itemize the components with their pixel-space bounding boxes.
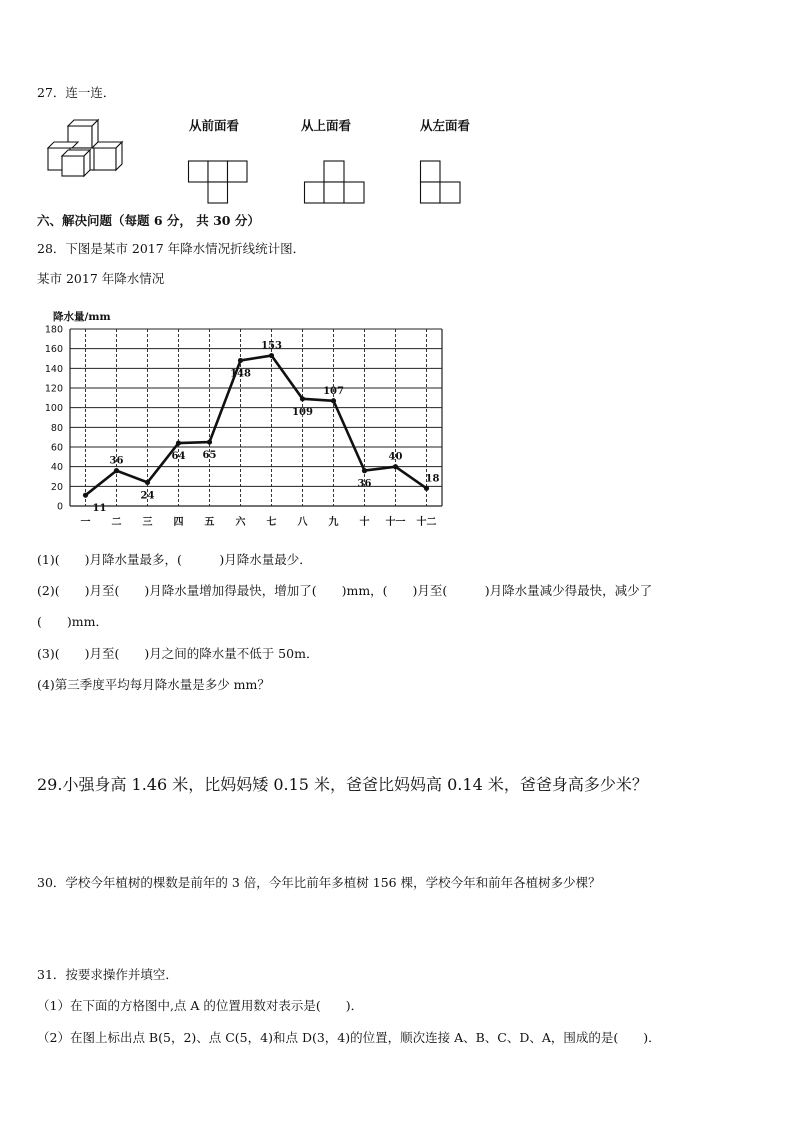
x-tick-label: 十	[359, 517, 370, 528]
data-label: 64	[171, 451, 186, 463]
data-label: 36	[357, 478, 372, 490]
q28-title: 28．下图是某市 2017 年降水情况折线统计图．	[37, 241, 306, 256]
x-tick-label: 十一	[385, 517, 406, 528]
data-label: 107	[323, 385, 344, 397]
y-tick-label: 20	[50, 481, 63, 493]
y-tick-label: 100	[44, 403, 63, 415]
view-left-label: 从左面看	[420, 118, 471, 133]
data-point	[145, 480, 150, 485]
x-tick-label: 三	[142, 517, 153, 528]
y-tick-label: 40	[50, 462, 63, 474]
chart-points	[83, 353, 429, 498]
data-point	[114, 468, 119, 473]
y-tick-label: 60	[50, 442, 63, 454]
y-axis-label: 降水量/mm	[53, 311, 111, 323]
q27-title: 27．连一连．	[37, 85, 116, 100]
data-label: 18	[425, 473, 440, 485]
data-label: 109	[292, 406, 313, 418]
q31-item-1: （1）在下面的方格图中,点 A 的位置用数对表示是( )．	[37, 998, 364, 1013]
x-tick-label: 九	[328, 517, 339, 528]
data-point	[83, 493, 88, 498]
x-tick-label: 一	[80, 517, 91, 528]
view-top-label: 从上面看	[301, 118, 352, 133]
y-tick-label: 140	[44, 363, 63, 375]
x-tick-label: 二	[111, 517, 122, 528]
precipitation-line-chart	[0, 0, 794, 560]
data-point	[238, 358, 243, 363]
q28-question-4: (4)第三季度平均每月降水量是多少 mm？	[37, 677, 270, 692]
y-tick-label: 80	[50, 422, 63, 434]
data-point	[207, 439, 212, 444]
x-tick-label: 六	[235, 517, 246, 528]
x-tick-label: 十二	[416, 517, 437, 528]
y-tick-label: 0	[56, 501, 63, 513]
data-point	[269, 353, 274, 358]
data-label: 36	[109, 455, 124, 467]
y-tick-label: 160	[44, 344, 63, 356]
q28-question-1: (1)( )月降水量最多，( )月降水量最少．	[37, 552, 312, 567]
x-tick-label: 七	[266, 517, 277, 528]
section-6-heading: 六、解决问题（每题 6 分， 共 30 分）	[37, 213, 260, 228]
data-point	[300, 396, 305, 401]
q31-title: 31．按要求操作并填空．	[37, 967, 178, 982]
data-point	[331, 398, 336, 403]
data-point	[362, 468, 367, 473]
chart-x-ticks	[81, 515, 437, 528]
x-tick-label: 八	[297, 517, 308, 528]
data-label: 153	[261, 340, 282, 352]
q28-question-2: (2)( )月至( )月降水量增加得最快，增加了( )mm，( )月至( )月降水量减少得最快，减少了	[37, 583, 653, 598]
data-label: 11	[92, 503, 107, 515]
data-point	[393, 464, 398, 469]
y-tick-label: 120	[44, 383, 63, 395]
chart-y-ticks	[45, 325, 63, 513]
q30-text: 30．学校今年植树的棵数是前年的 3 倍，今年比前年多植树 156 棵，学校今年和前年各植树多少棵？	[37, 875, 601, 890]
chart-grid	[70, 329, 442, 506]
view-front-label: 从前面看	[189, 118, 240, 133]
data-point	[176, 440, 181, 445]
data-label: 65	[202, 450, 217, 462]
chart-caption: 某市 2017 年降水情况	[37, 271, 165, 286]
x-tick-label: 五	[204, 517, 215, 528]
data-label: 148	[230, 368, 251, 380]
q29-text: 29.小强身高 1.46 米，比妈妈矮 0.15 米，爸爸比妈妈高 0.14 米，爸爸身高多少米？	[37, 775, 648, 794]
q28-question-3: (3)( )月至( )月之间的降水量不低于 50m．	[37, 646, 319, 661]
data-label: 40	[388, 451, 403, 463]
x-tick-label: 四	[173, 517, 184, 528]
y-tick-label: 180	[44, 324, 63, 336]
data-point	[424, 486, 429, 491]
q31-item-2: （2）在图上标出点 B(5，2)、点 C(5，4)和点 D(3，4)的位置，顺次连接 A、B、C、D、A，围成的是( )．	[37, 1030, 661, 1045]
series-line	[86, 356, 427, 496]
q28-question-2-cont: ( )mm．	[37, 614, 108, 629]
data-label: 24	[140, 490, 155, 502]
